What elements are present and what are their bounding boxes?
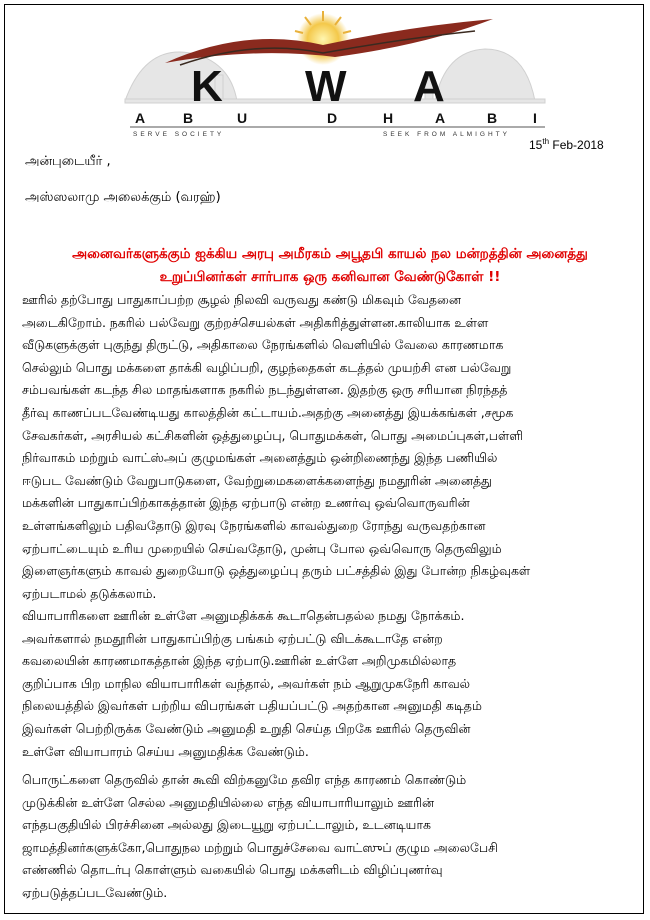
logo-city-name — [135, 110, 537, 126]
paragraph-line: உள்ளங்களிலும் பதிவதோடு இரவு நேரங்களில் காவல்துறை ரோந்து வருவதற்கான — [22, 517, 486, 533]
greeting: அன்புடையீர் , — [25, 154, 111, 169]
svg-text:B: B — [487, 110, 498, 126]
paragraph-line: எந்தபகுதியில் பிரச்சினை அல்லது இடையூறு ஏற்பட்டாலும், உடனடியாக — [22, 817, 431, 833]
paragraph-line: நிர்வாகம் மற்றும் வாட்ஸ்அப் குழுமங்கள் அனைத்தும் ஒன்றிணைந்து இந்த பணியில் — [22, 450, 498, 466]
svg-text:H: H — [383, 110, 394, 126]
paragraph-line: எண்ணில் தொடர்பு கொள்ளும் வகையில் பொது மக்களிடம் விழிப்புணர்வு — [22, 862, 443, 878]
svg-text:I: I — [533, 110, 537, 126]
logo-letter-k: K — [191, 62, 223, 111]
paragraph-line: ஈடுபட வேண்டும் வேறுபாடுகளை, வேற்றுமைகளைக்களைந்து நமதூரின் அனைத்து — [22, 472, 492, 488]
logo-letter-w: W — [305, 62, 347, 111]
paragraph-1 — [22, 289, 644, 605]
paragraph-2 — [22, 605, 644, 763]
paragraph-line: வியாபாரிகளை ஊரின் உள்ளே அனுமதிக்கக் கூடாதென்பதல்ல நமது நோக்கம். — [22, 608, 465, 623]
paragraph-line: மக்களின் பாதுகாப்பிற்காகத்தான் இந்த ஏற்பாடு என்ற உணர்வு ஒவ்வொருவரின் — [22, 495, 470, 511]
letterhead — [5, 5, 645, 145]
appeal-line-1: அனைவர்களுக்கும் ஐக்கிய அரபு அமீரகம் அபூதபி காயல் நல மன்றத்தின் அனைத்து — [72, 246, 588, 262]
paragraph-line: இளைஞர்களும் காவல் துறையோடு ஒத்துழைப்பு தரும் பட்சத்தில் இது போன்ற நிகழ்வுகள் — [22, 563, 531, 579]
paragraph-line: பொருட்களை தெருவில் தான் கூவி விற்கனுமே தவிர எந்த காரணம் கொண்டும் — [22, 772, 467, 787]
paragraph-line: இவர்கள் பெற்றிருக்க வேண்டும் அனுமதி உறுதி செய்த பிறகே ஊரில் தெருவின் — [22, 720, 471, 736]
paragraph-line: குறிப்பாக பிற மாநில வியாபாரிகள் வந்தால், அவர்கள் நம் ஆறுமுகநேரி காவல் — [22, 675, 471, 691]
paragraph-line: முடுக்கின் உள்ளே செல்ல அனுமதியில்லை எந்த வியாபாரியாலும் ஊரின் — [22, 794, 435, 810]
paragraph-line: ஏற்பாட்டையும் உரிய முறையில் செய்வதோடு, முன்பு போல ஒவ்வொரு தெருவிலும் — [22, 540, 502, 556]
svg-text:U: U — [237, 110, 248, 126]
paragraph-line: தீர்வு காணப்படவேண்டியது காலத்தின் கட்டாயம்.அதற்கு அனைத்து இயக்கங்கள் ,சமூக — [22, 404, 514, 420]
paragraph-3 — [22, 769, 644, 905]
paragraph-line: அவர்களால் நமதூரின் பாதுகாப்பிற்கு பங்கம் ஏற்பட்டு விடக்கூடாதே என்ற — [22, 630, 443, 646]
svg-text:A: A — [135, 110, 146, 126]
paragraph-line: அடைகிறோம். நகரில் பல்வேறு குற்றச்செயல்கள் அதிகரித்துள்ளன.காலியாக உள்ள — [22, 314, 489, 330]
svg-text:A: A — [435, 110, 446, 126]
paragraph-line: வீடுகளுக்குள் புகுந்து திருட்டு, அதிகாலை நேரங்களில் வெளியில் வேலை காரணமாக — [22, 337, 504, 353]
motto-right: SEEK FROM ALMIGHTY — [383, 131, 510, 138]
svg-text:D: D — [327, 110, 338, 126]
appeal-banner — [25, 243, 635, 289]
paragraph-line: உள்ளே வியாபாரம் செய்ய அனுமதிக்க வேண்டும். — [22, 743, 309, 759]
paragraph-line: நிலையத்தில் இவர்கள் பற்றிய விபரங்கள் பதியப்பட்டு அதற்கான அனுமதி கடிதம் — [22, 698, 482, 714]
svg-text:B: B — [183, 110, 194, 126]
paragraph-line: சம்பவங்கள் கடந்த சில மாதங்களாக நகரில் நடந்துள்ளன. இதற்கு ஒரு சரியான நிரந்தத் — [22, 382, 508, 398]
paragraph-line: செல்லும் பொது மக்களை தாக்கி வழிப்பறி, குழந்தைகள் கடத்தல் முயற்சி என பல்வேறு — [22, 359, 512, 375]
letter-date: 15th Feb-2018 — [529, 137, 604, 152]
paragraph-line: ஊரில் தற்போது பாதுகாப்பற்ற சூழல் நிலவி வருவது கண்டு மிகவும் வேதனை — [22, 292, 462, 307]
paragraph-line: ஏற்படுத்தப்படவேண்டும். — [22, 884, 168, 900]
paragraph-line: ஏற்படாமல் தடுக்கலாம். — [22, 585, 157, 601]
letter-page — [4, 4, 644, 914]
paragraph-line: சேவகர்கள், அரசியல் கட்சிகளின் ஒத்துழைப்பு, பொதுமக்கள், பொது அமைப்புகள்,பள்ளி — [22, 427, 524, 443]
paragraph-line: கவலையின் காரணமாகத்தான் இந்த ஏற்பாடு.ஊரின் உள்ளே அறிமுகமில்லாத — [22, 653, 457, 669]
paragraph-line: ஜாமத்தினர்களுக்கோ,பொதுநல மற்றும் பொதுச்சேவை வாட்ஸுப் குழும அலைபேசி — [22, 839, 498, 855]
logo-letter-a: A — [413, 62, 445, 111]
salam-line: அஸ்ஸலாமு அலைக்கும் (வரஹ்) — [25, 190, 221, 205]
motto-left: SERVE SOCIETY — [133, 131, 225, 138]
appeal-line-2: உறுப்பினர்கள் சார்பாக ஒரு கனிவான வேண்டுகோள் !! — [159, 269, 501, 285]
akwa-logo — [5, 5, 645, 145]
